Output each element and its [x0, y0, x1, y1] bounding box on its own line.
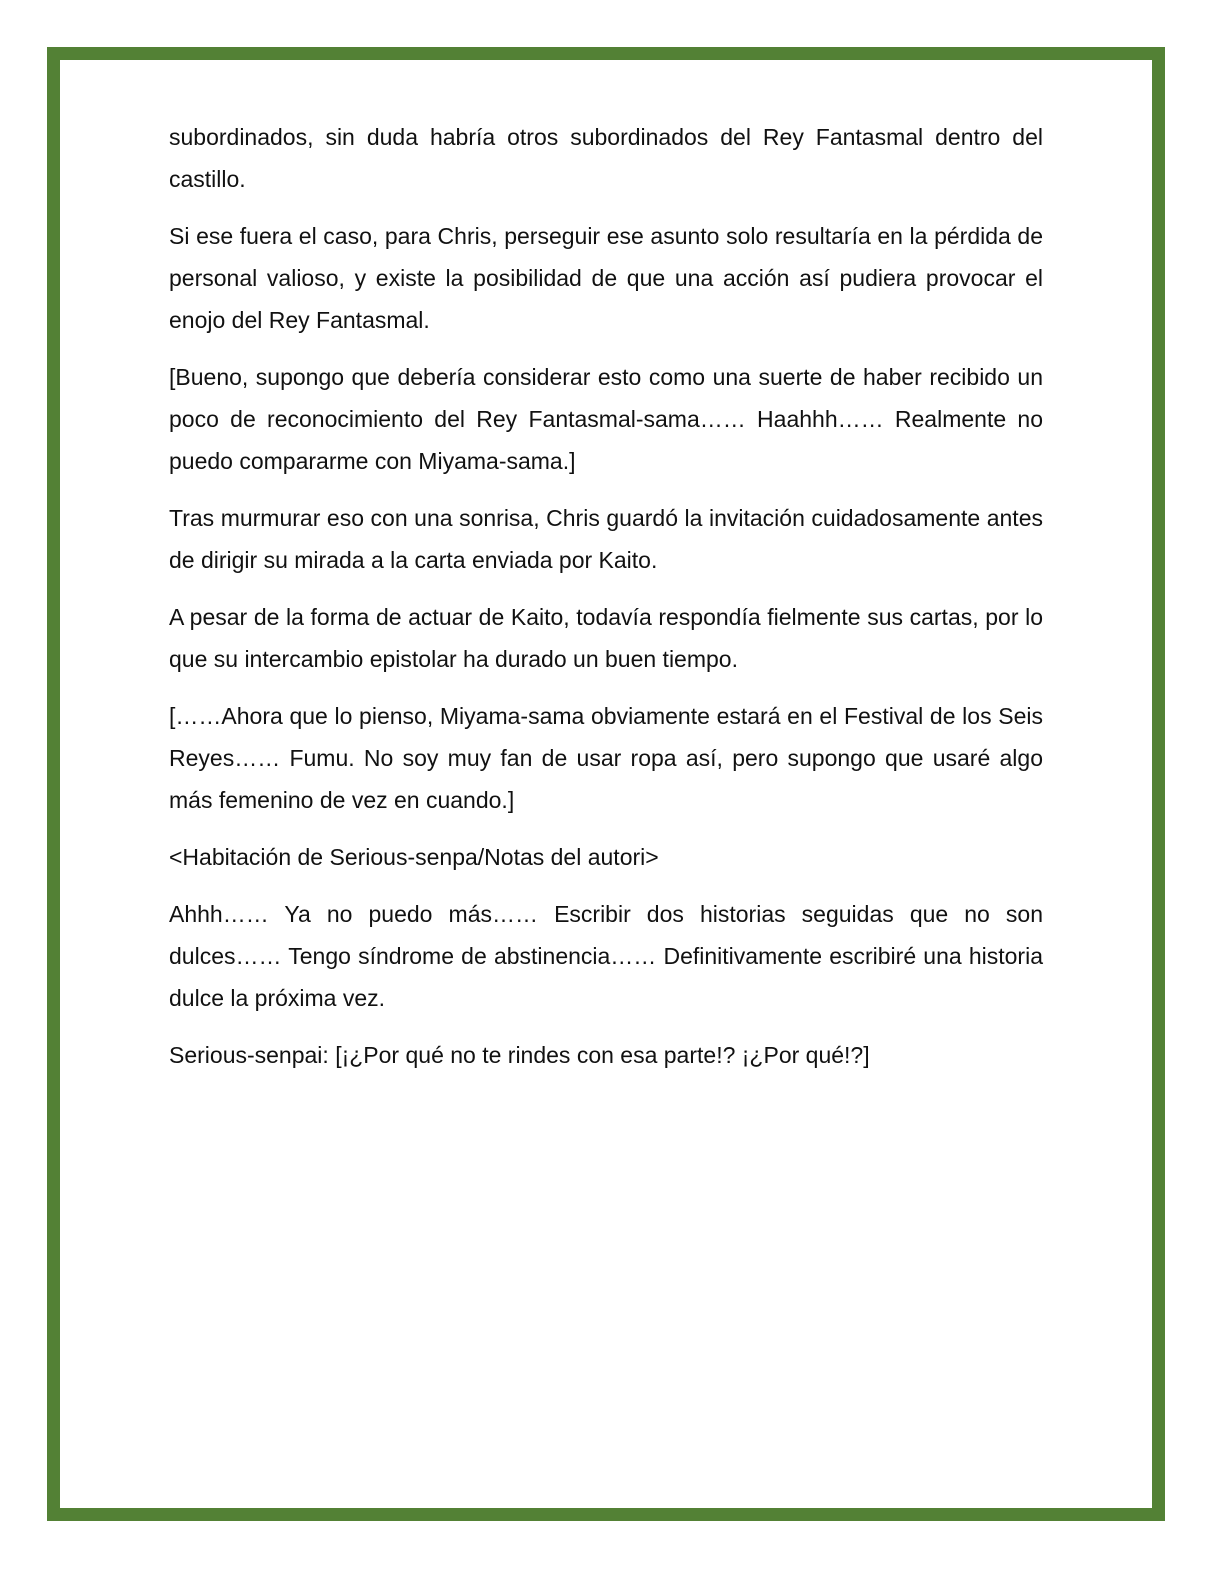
paragraph-author-note: Ahhh…… Ya no puedo más…… Escribir dos historias seguidas que no son dulces…… Tengo síndrome de abstinencia…… Definitivamente escribiré una historia dulce la próxima vez. [169, 901, 1043, 1011]
paragraph-serious-senpai: Serious-senpai: [¡¿Por qué no te rindes con esa parte!? ¡¿Por qué!?] [169, 1042, 870, 1068]
paragraph-chris-pursuit: Si ese fuera el caso, para Chris, perseguir ese asunto solo resultaría en la pérdida de personal valioso, y existe la posibilidad de que una acción así pudiera provocar el enojo del Rey Fantasmal. [169, 223, 1043, 333]
author-notes-heading: <Habitación de Serious-senpa/Notas del autori> [169, 844, 659, 870]
document-body [169, 116, 1043, 1091]
paragraph-letters: A pesar de la forma de actuar de Kaito, todavía respondía fielmente sus cartas, por lo que su intercambio epistolar ha durado un buen tiempo. [169, 604, 1043, 672]
paragraph-castle-subordinates: subordinados, sin duda habría otros subordinados del Rey Fantasmal dentro del castillo. [169, 124, 1043, 192]
paragraph-invitation: Tras murmurar eso con una sonrisa, Chris guardó la invitación cuidadosamente antes de dirigir su mirada a la carta enviada por Kaito. [169, 505, 1043, 573]
paragraph-recognition-quote: [Bueno, supongo que debería considerar esto como una suerte de haber recibido un poco de reconocimiento del Rey Fantasmal-sama…… Haahhh…… Realmente no puedo compararme con Miyama-sama.] [169, 364, 1043, 474]
paragraph-festival-quote: [……Ahora que lo pienso, Miyama-sama obviamente estará en el Festival de los Seis Reyes…… Fumu. No soy muy fan de usar ropa así, pero supongo que usaré algo más femenino de vez en cuando.] [169, 703, 1043, 813]
